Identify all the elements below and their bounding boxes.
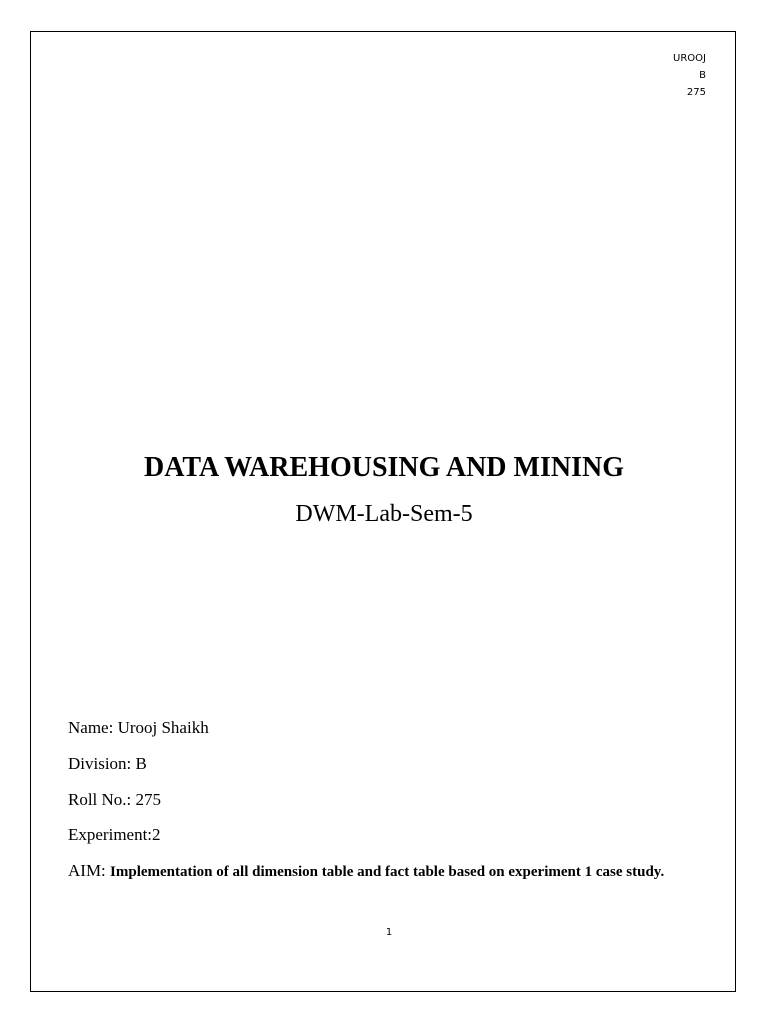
document-subtitle: DWM-Lab-Sem-5 [295,501,473,527]
header-block [673,50,706,101]
division-line: Division: B [68,754,147,773]
aim-text: Implementation of all dimension table and fact table based on experiment 1 case study. [110,864,665,880]
header-division: B [699,70,706,81]
header-student-name: UROOJ [673,53,706,64]
aim-label: AIM: [68,861,111,880]
document-title: DATA WAREHOUSING AND MINING [144,452,624,483]
experiment-line: Experiment:2 [68,825,161,844]
aim-statement [68,860,708,883]
page-number: 1 [385,927,393,938]
student-name-line: Name: Urooj Shaikh [68,718,209,737]
roll-number-line: Roll No.: 275 [68,790,162,809]
header-roll-number: 275 [686,87,706,98]
